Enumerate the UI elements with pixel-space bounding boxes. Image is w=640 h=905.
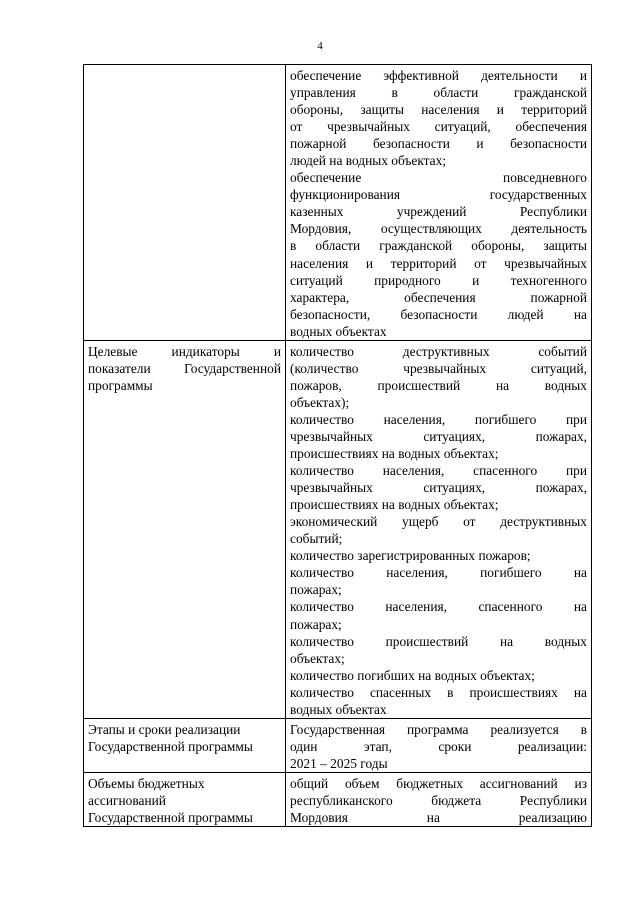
row-content-line: безопасности, безопасности людей на: [290, 306, 587, 322]
table-row: [84, 718, 592, 772]
row-label-line: программы: [88, 377, 153, 393]
row-content-line: обеспечение эффективной деятельности и: [290, 68, 587, 83]
row-content-line: общий объем бюджетных ассигнований из: [290, 775, 587, 791]
row-label-line: Государственной программы: [88, 810, 253, 826]
row-content-line: объектах);: [290, 394, 350, 410]
row-label-cell: [84, 772, 286, 826]
row-content-line: в области гражданской обороны, защиты: [290, 238, 587, 254]
row-content-line: количество спасенных в происшествиях на: [290, 684, 587, 700]
row-label-cell: [84, 65, 286, 341]
row-content-line: от чрезвычайных ситуаций, обеспечения: [290, 119, 587, 135]
row-content-line: количество зарегистрированных пожаров;: [290, 548, 531, 564]
row-content-line: Государственная программа реализуется в: [290, 721, 587, 737]
program-passport-table: [83, 64, 592, 827]
table-row: [84, 65, 592, 341]
row-content-line: функционирования государственных: [290, 187, 587, 203]
row-content-line: объектах;: [290, 650, 345, 666]
row-content-line: происшествиях на водных объектах;: [290, 446, 499, 462]
row-content-line: один этап, сроки реализации:: [290, 738, 587, 754]
table-row: [84, 340, 592, 718]
row-content-line: казенных учреждений Республики: [290, 204, 587, 220]
row-content-line: экономический ущерб от деструктивных: [290, 514, 587, 530]
row-content-line: Мордовия, осуществляющих деятельность: [290, 221, 587, 237]
row-content-line: людей на водных объектах;: [290, 153, 447, 169]
row-content-line: водных объектах: [290, 701, 387, 717]
row-label-cell: [84, 340, 286, 718]
row-content-line: количество населения, спасенного при: [290, 463, 587, 479]
row-content-cell: [286, 340, 592, 718]
page-number: 4: [317, 40, 323, 52]
row-label-line: Объемы бюджетных: [88, 775, 205, 791]
row-content-line: водных объектах: [290, 323, 387, 339]
row-content-line: пожарах;: [290, 616, 342, 632]
row-content-line: характера, обеспечения пожарной: [290, 289, 587, 305]
row-content-line: республиканского бюджета Республики: [290, 792, 587, 808]
row-content-line: 2021 – 2025 годы: [290, 755, 388, 771]
row-content-line: происшествиях на водных объектах;: [290, 497, 499, 513]
row-content-line: населения и территорий от чрезвычайных: [290, 255, 587, 271]
table-row: [84, 772, 592, 826]
row-label-line: ассигнований: [88, 792, 166, 808]
row-content-cell: [286, 65, 592, 341]
row-content-line: пожарной безопасности и безопасности: [290, 136, 587, 152]
row-label-line: Этапы и сроки реализации: [88, 721, 241, 737]
table-body: [84, 65, 592, 827]
row-content-line: пожарах;: [290, 582, 342, 598]
row-label-line: Целевые индикаторы и: [88, 343, 281, 359]
row-content-line: количество погибших на водных объектах;: [290, 667, 535, 683]
row-content-line: управления в области гражданской: [290, 85, 587, 101]
row-content-line: количество населения, погибшего при: [290, 411, 587, 427]
row-content-line: количество деструктивных событий: [290, 343, 587, 359]
row-content-line: ситуаций природного и техногенного: [290, 272, 587, 288]
row-content-line: обороны, защиты населения и территорий: [290, 102, 587, 118]
row-content-cell: [286, 772, 592, 826]
row-content-line: пожаров, происшествий на водных: [290, 377, 587, 393]
row-label-cell: [84, 718, 286, 772]
row-content-line: количество населения, спасенного на: [290, 599, 587, 615]
row-content-line: событий;: [290, 531, 343, 547]
row-content-line: количество населения, погибшего на: [290, 565, 587, 581]
row-content-line: обеспечение повседневного: [290, 170, 587, 186]
row-label-line: Государственной программы: [88, 738, 253, 754]
row-content-line: (количество чрезвычайных ситуаций,: [290, 360, 587, 376]
row-label-line: показатели Государственной: [88, 360, 281, 376]
row-content-cell: [286, 718, 592, 772]
row-content-line: количество происшествий на водных: [290, 633, 587, 649]
row-content-line: чрезвычайных ситуациях, пожарах,: [290, 480, 587, 496]
row-content-line: чрезвычайных ситуациях, пожарах,: [290, 428, 587, 444]
row-content-line: Мордовия на реализацию: [290, 810, 587, 826]
